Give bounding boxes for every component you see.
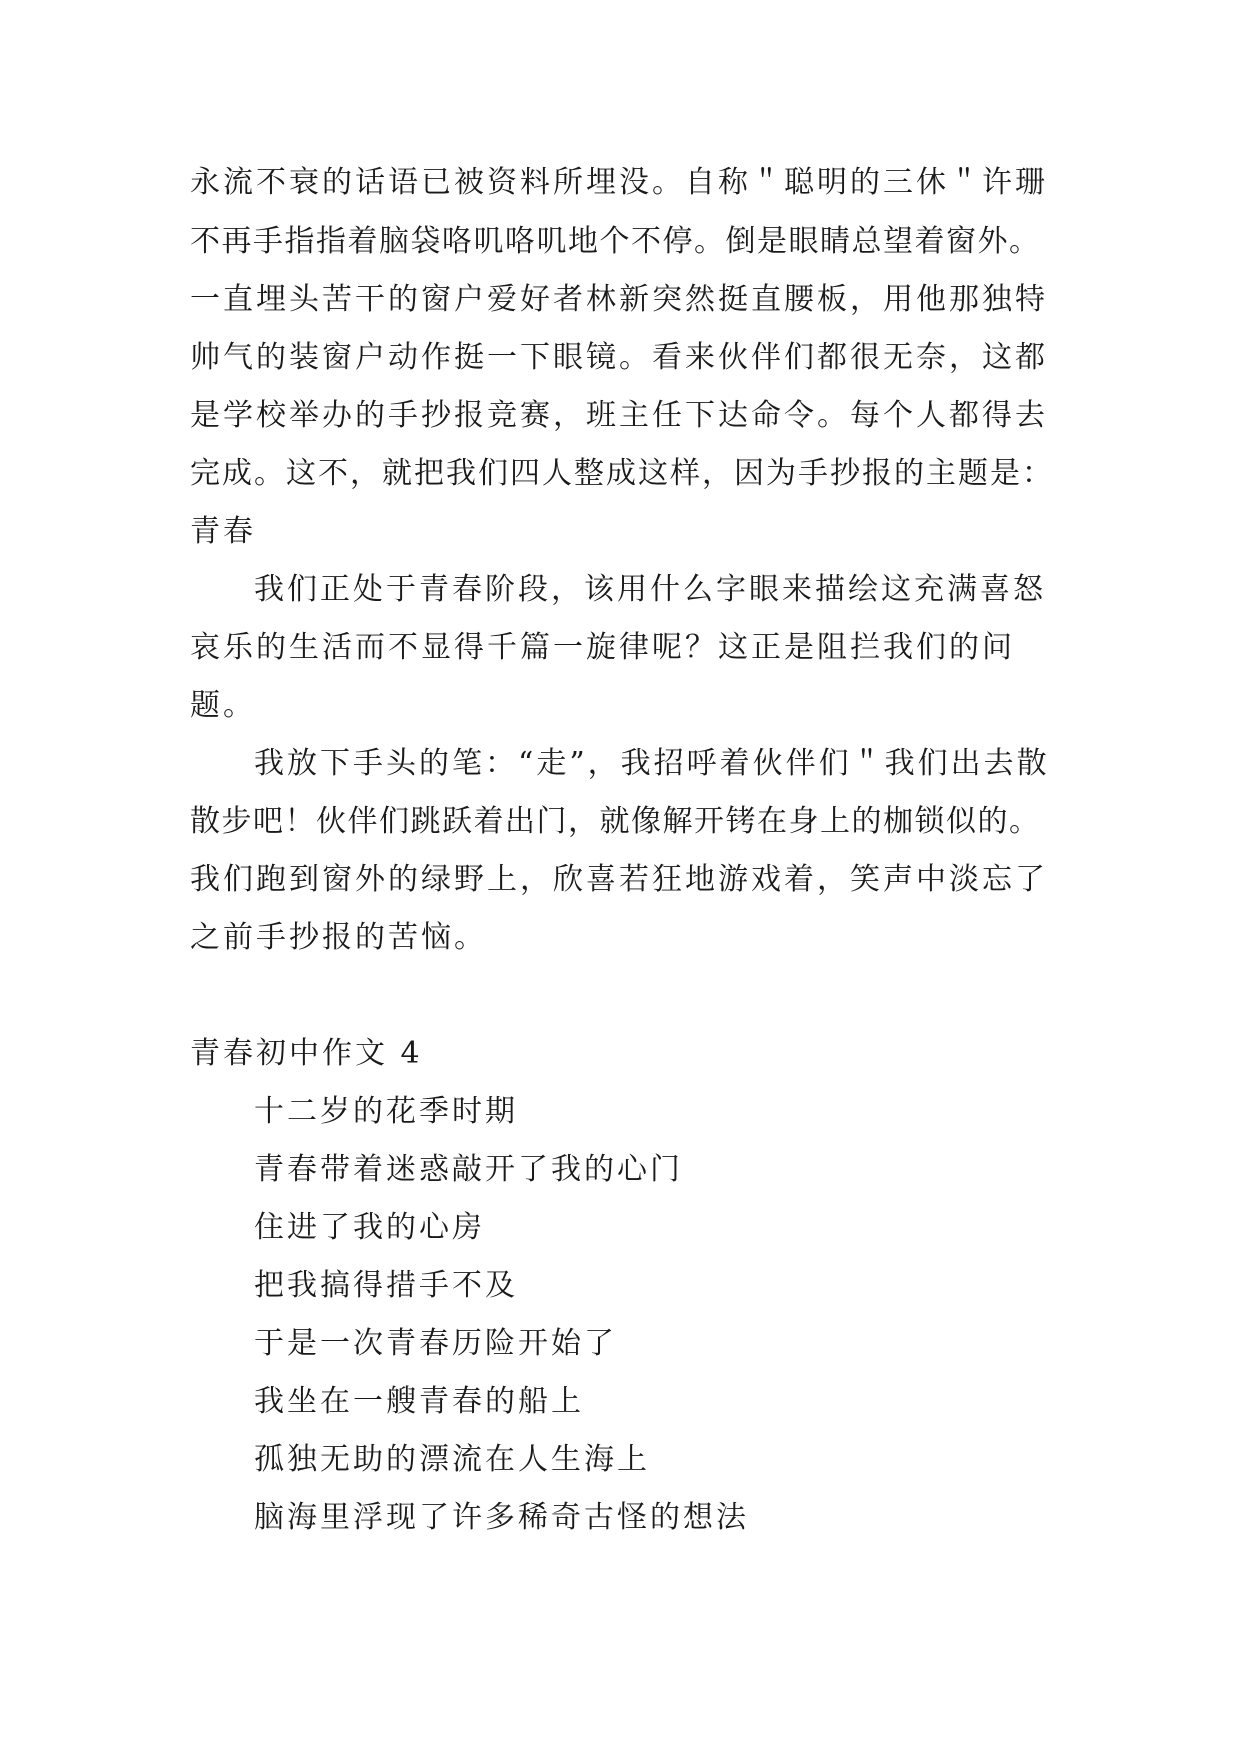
paragraph-line: 我放下手头的笔：“走”，我招呼着伙伴们＂我们出去散 bbox=[254, 746, 1050, 781]
section-title: 青春初中作文 4 bbox=[190, 1036, 423, 1071]
paragraph-line: 一直埋头苦干的窗户爱好者林新突然挺直腰板，用他那独特 bbox=[190, 282, 1048, 317]
paragraph-line: 我们跑到窗外的绿野上，欣喜若狂地游戏着，笑声中淡忘了 bbox=[190, 862, 1048, 897]
paragraph-line: 是学校举办的手抄报竞赛，班主任下达命令。每个人都得去 bbox=[190, 398, 1048, 433]
poem-line: 脑海里浮现了许多稀奇古怪的想法 bbox=[254, 1500, 749, 1535]
paragraph-line: 完成。这不，就把我们四人整成这样，因为手抄报的主题是： bbox=[190, 456, 1054, 491]
poem-line: 青春带着迷惑敲开了我的心门 bbox=[254, 1152, 683, 1187]
poem-line: 十二岁的花季时期 bbox=[254, 1094, 518, 1129]
paragraph-line: 永流不衰的话语已被资料所埋没。自称＂聪明的三休＂许珊 bbox=[190, 165, 1048, 200]
paragraph-line: 我们正处于青春阶段，该用什么字眼来描绘这充满喜怒 bbox=[254, 572, 1046, 607]
paragraph-line: 题。 bbox=[190, 688, 256, 723]
paragraph-line: 之前手抄报的苦恼。 bbox=[190, 920, 487, 955]
poem-line: 把我搞得措手不及 bbox=[254, 1268, 518, 1303]
paragraph-line: 哀乐的生活而不显得千篇一旋律呢？这正是阻拦我们的问 bbox=[190, 630, 1015, 665]
paragraph-line: 青春 bbox=[190, 514, 256, 549]
poem-line: 于是一次青春历险开始了 bbox=[254, 1326, 617, 1361]
poem-line: 孤独无助的漂流在人生海上 bbox=[254, 1442, 650, 1477]
poem-line: 住进了我的心房 bbox=[254, 1210, 485, 1245]
paragraph-line: 散步吧！伙伴们跳跃着出门，就像解开铐在身上的枷锁似的。 bbox=[190, 804, 1041, 839]
paragraph-line: 帅气的装窗户动作挺一下眼镜。看来伙伴们都很无奈，这都 bbox=[190, 340, 1048, 375]
paragraph-line: 不再手指指着脑袋咯叽咯叽地个不停。倒是眼睛总望着窗外。 bbox=[190, 224, 1041, 259]
poem-line: 我坐在一艘青春的船上 bbox=[254, 1384, 584, 1419]
